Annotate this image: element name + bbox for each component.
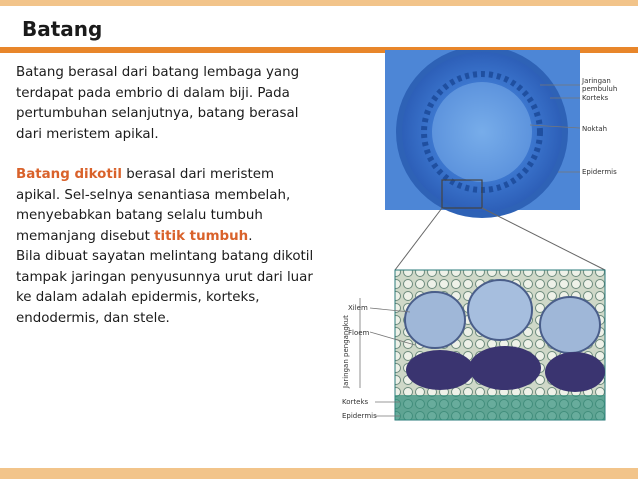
slide-title: Batang: [22, 17, 103, 41]
vascular-bundle-3: [540, 297, 600, 353]
label-xilem: Xilem: [348, 304, 368, 312]
label-jaringan-pembuluh: Jaringan pembuluh: [582, 77, 618, 93]
paragraph-dicot: [16, 165, 316, 247]
zoom-line-right: [482, 208, 605, 270]
label-epidermis-bottom: Epidermis: [342, 412, 377, 420]
stem-illustration: [330, 50, 635, 465]
label-korteks-bottom: Korteks: [342, 398, 369, 406]
vascular-bundle-1: [405, 292, 465, 348]
vascular-bundle-2: [468, 280, 532, 340]
text-period: .: [248, 228, 253, 244]
paragraph-cross-section: Bila dibuat sayatan melintang batang dikotil tampak jaringan penyusunnya urut dari luar ke dalam adalah epidermis, korteks, endodermis, dan stele.: [16, 249, 314, 326]
phloem-3: [545, 352, 605, 392]
label-jaringan-pengangkut: Jaringan pengangkut: [342, 315, 350, 388]
stem-cross-section-figure: [330, 50, 635, 465]
bottom-accent-bar: [0, 468, 638, 479]
label-korteks-top: Korteks: [582, 94, 609, 102]
text-dicot-description: berasal dari meristem apikal. Sel-selnya senantiasa membelah, menyebabkan batang selalu tumbuh memanjang disebut: [16, 167, 291, 244]
slide-text: [16, 63, 316, 329]
pith: [432, 82, 532, 182]
label-epidermis-top: Epidermis: [582, 168, 617, 176]
phloem-2: [469, 346, 541, 390]
phloem-1: [406, 350, 474, 390]
highlight-batang-dikotil: Batang dikotil: [16, 167, 122, 182]
highlight-titik-tumbuh: titik tumbuh: [154, 228, 249, 244]
zoom-line-left: [395, 208, 442, 270]
paragraph-origin: Batang berasal dari batang lembaga yang terdapat pada embrio di dalam biji. Pada pertumbuhan selanjutnya, batang berasal dari meristem apikal.: [16, 65, 300, 142]
cortex-layer: [395, 395, 605, 420]
label-noktah: Noktah: [582, 125, 608, 133]
label-floem: Floem: [348, 329, 370, 337]
